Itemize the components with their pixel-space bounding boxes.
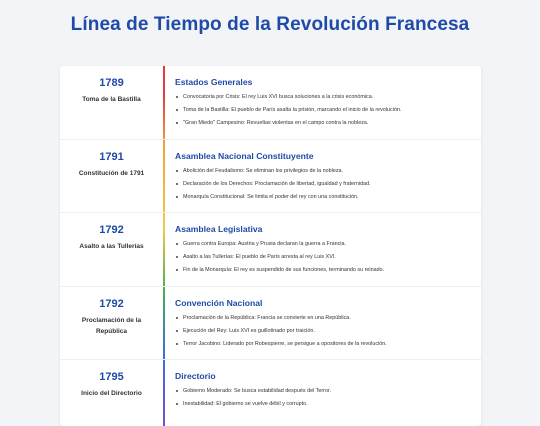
- event-section-title: Directorio: [175, 371, 216, 381]
- event-section-title: Convención Nacional: [175, 298, 263, 308]
- event-bullet-list: [175, 93, 475, 127]
- event-date-column: [60, 66, 163, 105]
- event-subtitle: Toma de la Bastilla: [82, 96, 141, 103]
- event-year: 1791: [99, 151, 124, 163]
- event-bullet: Terror Jacobino: Liderado por Robespierre, se persigue a opositores de la revolución.: [175, 340, 475, 348]
- event-bullet-list: [175, 167, 475, 201]
- event-date-column: [60, 360, 163, 399]
- event-bullet: "Gran Miedo" Campesino: Revueltas violentas en el campo contra la nobleza.: [175, 119, 475, 127]
- event-bullet: Declaración de los Derechos: Proclamación de libertad, igualdad y fraternidad.: [175, 180, 475, 188]
- event-year: 1795: [99, 371, 124, 383]
- event-year: 1792: [99, 224, 124, 236]
- event-bullet: Proclamación de la República: Francia se convierte en una República.: [175, 314, 475, 322]
- event-year: 1789: [99, 77, 124, 89]
- event-bullet: Asalto a las Tullerías: El pueblo de París arresta al rey Luis XVI.: [175, 253, 475, 261]
- event-subtitle: Constitución de 1791: [78, 170, 145, 177]
- event-subtitle: Inicio del Directorio: [81, 390, 142, 397]
- event-date-column: [60, 140, 163, 179]
- event-bullet: Ejecución del Rey: Luis XVI es guillotinado por traición.: [175, 327, 475, 335]
- event-details: [175, 140, 475, 206]
- event-details: [175, 287, 475, 353]
- event-date-column: [60, 213, 163, 252]
- event-bullet-list: [175, 314, 475, 348]
- event-bullet: Fin de la Monarquía: El rey es suspendido de sus funciones, terminando su reinado.: [175, 266, 475, 274]
- event-details: [175, 213, 475, 279]
- event-section-title: Asamblea Legislativa: [175, 224, 263, 234]
- timeline-event: [60, 287, 481, 357]
- event-year: 1792: [99, 298, 124, 310]
- event-bullet-list: [175, 240, 475, 274]
- timeline-card: [60, 66, 481, 426]
- event-date-column: [60, 287, 163, 337]
- timeline-event: [60, 66, 481, 136]
- event-bullet: Guerra contra Europa: Austria y Prusia declaran la guerra a Francia.: [175, 240, 475, 248]
- event-section-title: Asamblea Nacional Constituyente: [175, 151, 314, 161]
- event-bullet: Monarquía Constitucional: Se limita el poder del rey con una constitución.: [175, 193, 475, 201]
- timeline-event: [60, 140, 481, 210]
- event-bullet: Inestabilidad: El gobierno se vuelve débil y corrupto.: [175, 400, 475, 408]
- event-details: [175, 360, 475, 413]
- event-bullet: Gobierno Moderado: Se busca estabilidad después del Terror.: [175, 387, 475, 395]
- event-section-title: Estados Generales: [175, 77, 253, 87]
- event-subtitle: Asalto a las Tullerías: [79, 243, 144, 250]
- event-bullet: Abolición del Feudalismo: Se eliminan los privilegios de la nobleza.: [175, 167, 475, 175]
- event-details: [175, 66, 475, 132]
- page-title: Línea de Tiempo de la Revolución Francesa: [70, 14, 470, 35]
- timeline-event: [60, 360, 481, 426]
- event-subtitle: Proclamación de la República: [81, 317, 142, 335]
- event-bullet: Toma de la Bastilla: El pueblo de París asalta la prisión, marcando el inicio de la revolución.: [175, 106, 475, 114]
- timeline-event: [60, 213, 481, 283]
- event-bullet: Convocatoria por Crisis: El rey Luis XVI busca soluciones a la crisis económica.: [175, 93, 475, 101]
